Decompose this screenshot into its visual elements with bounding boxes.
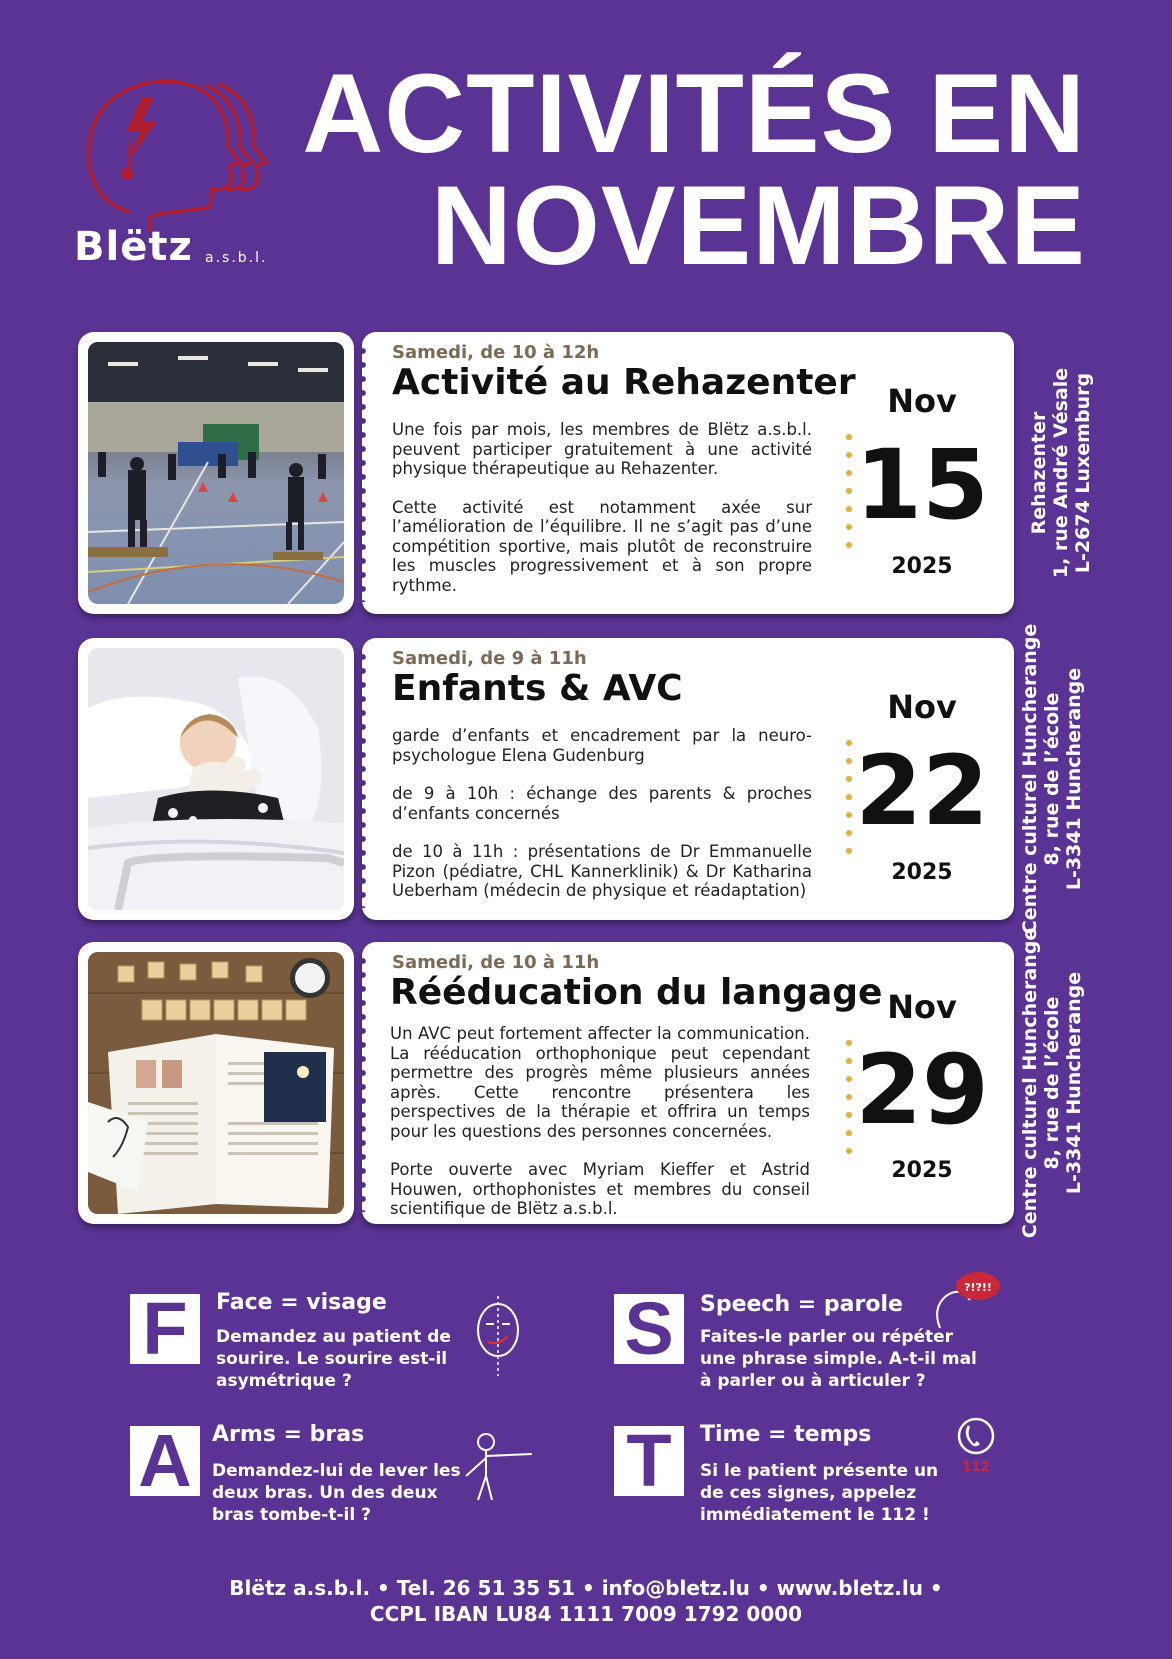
logo-suffix: a.s.b.l. bbox=[205, 250, 268, 266]
event-day: 15 bbox=[855, 429, 989, 541]
event-photo-child bbox=[78, 638, 354, 920]
location-line: 1, rue André Vésale bbox=[1050, 367, 1072, 579]
event-year: 2025 bbox=[891, 554, 953, 579]
ticket-perforation bbox=[360, 650, 366, 908]
arms-icon bbox=[456, 1432, 536, 1502]
event-paragraph: Porte ouverte avec Myriam Kieffer et Astrid Houwen, orthophonistes et membres du conseil scientifique de Blëtz a.s.b.l. bbox=[390, 1160, 810, 1218]
fast-letter-t: T bbox=[614, 1426, 684, 1496]
event-title: Activité au Rehazenter bbox=[392, 362, 856, 403]
fast-letter-s: S bbox=[614, 1294, 684, 1364]
phone-icon bbox=[954, 1416, 998, 1476]
event-time: Samedi, de 9 à 11h bbox=[392, 648, 587, 669]
event-paragraph: Une fois par mois, les membres de Blëtz a.s.b.l. peuvent participer gratuitement à une activité physique thérapeutique au Rehazenter. bbox=[392, 420, 812, 478]
event-description bbox=[392, 420, 812, 614]
event-time: Samedi, de 10 à 12h bbox=[392, 342, 600, 363]
location-line: Centre culturel Huncherange bbox=[1019, 927, 1041, 1239]
logo-name: Blëtz bbox=[74, 224, 193, 270]
child-photo-image bbox=[88, 648, 344, 910]
speech-icon-text: ?!?!! bbox=[964, 1281, 992, 1294]
event-paragraph: de 9 à 10h : échange des parents & proches d’enfants concernés bbox=[392, 784, 812, 823]
face-icon bbox=[468, 1296, 528, 1376]
event-paragraph: Un AVC peut fortement affecter la communication. La rééducation orthophonique peut cependant permettre des progrès même plusieurs années après. Cette rencontre présentera les perspectives de la thérapie et offrira un temps pour les questions des personnes concernées. bbox=[390, 1024, 810, 1141]
event-time: Samedi, de 10 à 11h bbox=[392, 952, 600, 973]
event-paragraph: de 10 à 11h : présentations de Dr Emmanuelle Pizon (pédiatre, CHL Kannerklinik) & Dr Katharina Ueberham (médecin de physique et réadaptation) bbox=[392, 842, 812, 900]
fast-text: Demandez au patient de sourire. Le sourire est-il asymétrique ? bbox=[216, 1327, 451, 1391]
location-line: 8, rue de l’école bbox=[1041, 692, 1063, 866]
location-line: Rehazenter bbox=[1028, 411, 1050, 535]
footer-contact: Blëtz a.s.b.l. • Tel. 26 51 35 51 • info@bletz.lu • www.bletz.lu • bbox=[229, 1576, 943, 1600]
speech-icon bbox=[930, 1268, 1004, 1334]
event-title: Enfants & AVC bbox=[392, 668, 683, 709]
event-month: Nov bbox=[887, 988, 957, 1026]
event-day: 29 bbox=[855, 1034, 989, 1146]
event-title: Rééducation du langage bbox=[390, 972, 883, 1013]
location-line: L-3341 Huncherange bbox=[1063, 971, 1085, 1195]
gym-photo-image bbox=[88, 342, 344, 604]
event-year: 2025 bbox=[891, 860, 953, 885]
location-line: Centre culturel Huncherange bbox=[1019, 623, 1041, 935]
event-day: 22 bbox=[855, 735, 989, 847]
event-card bbox=[362, 638, 1014, 920]
footer-iban: CCPL IBAN LU84 1111 7009 1792 0000 bbox=[369, 1602, 803, 1626]
aphasia-photo-image bbox=[88, 952, 344, 1214]
event-photo-aphasia bbox=[78, 942, 354, 1224]
event-photo-gym bbox=[78, 332, 354, 614]
event-month: Nov bbox=[887, 382, 957, 420]
event-year: 2025 bbox=[891, 1158, 953, 1183]
event-description bbox=[392, 726, 812, 920]
fast-title: Arms = bras bbox=[212, 1422, 365, 1447]
location-line: L-3341 Huncherange bbox=[1063, 667, 1085, 891]
location-line: L-2674 Luxemburg bbox=[1072, 372, 1094, 574]
fast-title: Speech = parole bbox=[700, 1292, 903, 1317]
fast-letter-a: A bbox=[130, 1426, 200, 1496]
location-line: 8, rue de l’école bbox=[1041, 996, 1063, 1170]
fast-text: Si le patient présente un de ces signes, appelez immédiatement le 112 ! bbox=[700, 1461, 939, 1525]
letter-tiles bbox=[142, 1000, 306, 1020]
fast-title: Face = visage bbox=[216, 1290, 387, 1315]
ticket-perforation bbox=[360, 344, 366, 602]
event-paragraph: Cette activité est notamment axée sur l’amélioration de l’équilibre. Il ne s’agit pas d’une compétition sportive, mais plutôt de reconstruire les muscles progressivement et à son propre rythme. bbox=[392, 497, 812, 595]
fast-title: Time = temps bbox=[700, 1422, 872, 1447]
event-month: Nov bbox=[887, 688, 957, 726]
ticket-perforation bbox=[360, 954, 366, 1212]
event-card bbox=[362, 942, 1014, 1224]
fast-letter-f: F bbox=[130, 1294, 200, 1364]
page-title-line2: NOVEMBRE bbox=[430, 163, 1086, 288]
event-card bbox=[362, 332, 1014, 614]
event-paragraph: garde d’enfants et encadrement par la neuro-psychologue Elena Gudenburg bbox=[392, 726, 812, 765]
fast-text: Faites-le parler ou répéter une phrase simple. A-t-il mal à parler ou à articuler ? bbox=[700, 1327, 977, 1391]
phone-icon-text: 112 bbox=[962, 1460, 990, 1475]
fast-text: Demandez-lui de lever les deux bras. Un des deux bras tombe-t-il ? bbox=[212, 1461, 461, 1525]
page-title-line1: ACTIVITÉS EN bbox=[302, 51, 1086, 176]
event-description bbox=[390, 1024, 810, 1238]
